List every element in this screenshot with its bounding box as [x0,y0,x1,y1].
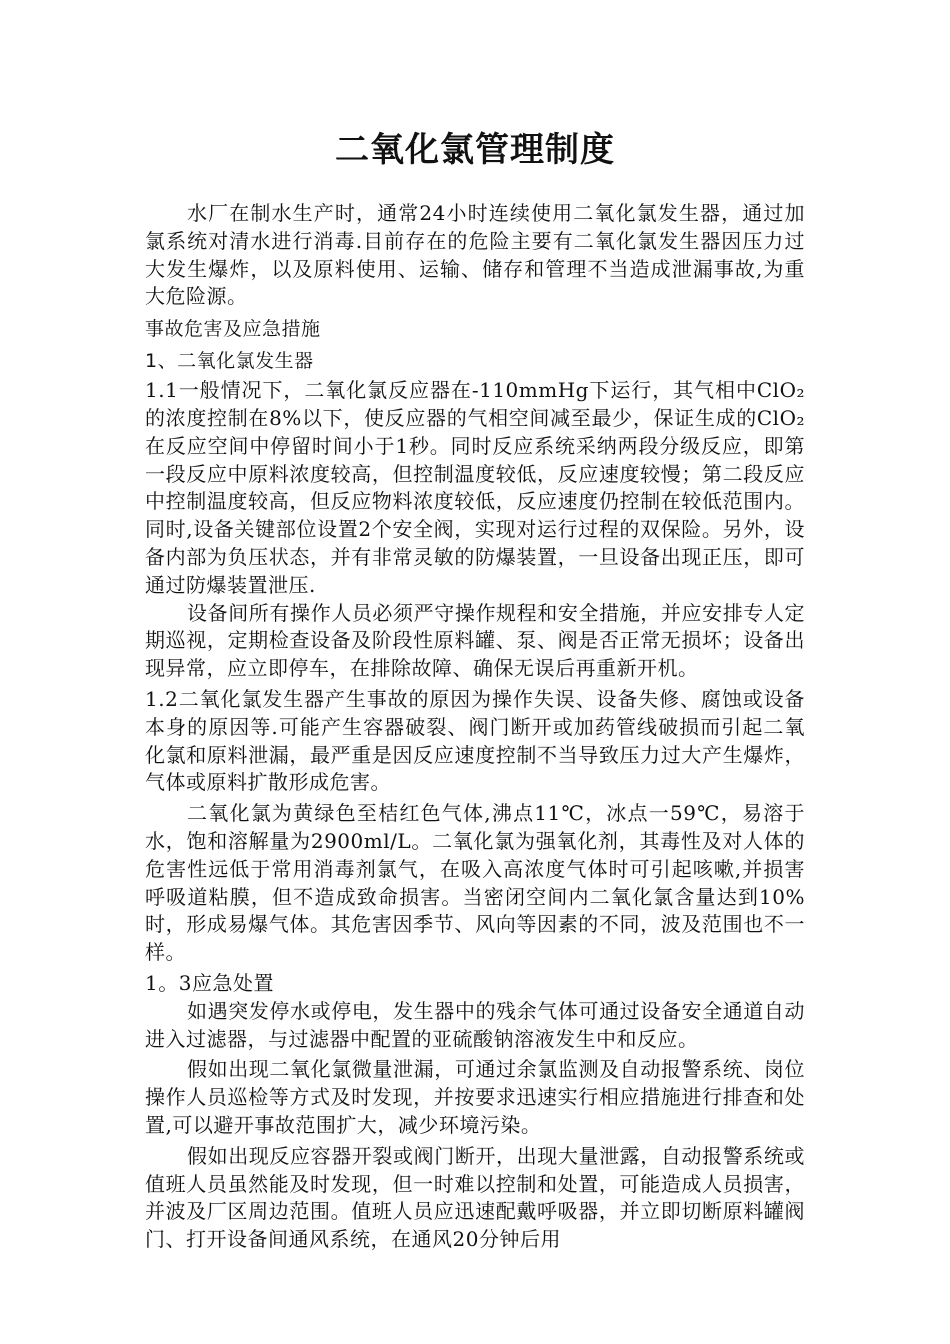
paragraph-major-leak: 假如出现反应容器开裂或阀门断开，出现大量泄露，自动报警系统或值班人员虽然能及时发现，但一时难以控制和处置，可能造成人员损害，并波及厂区周边范围。值班人员应迅速配戴呼吸器，并立即切断原料罐阀门、打开设备间通风系统，在通风20分钟后用 [145,1143,805,1252]
paragraph-1-1: 1.1一般情况下，二氧化氯反应器在-110mmHg下运行，其气相中ClO₂的浓度控制在8%以下，使反应器的气相空间减至最少，保证生成的ClO₂在反应空间中停留时间小于1秒。同时反应系统采纳两段分级反应，即第一段反应中原料浓度较高，但控制温度较低，反应速度较慢；第二段反应中控制温度较高，但反应物料浓度较低，反应速度仍控制在较低范围内。同时,设备关键部位设置2个安全阀，实现对运行过程的双保险。另外，设备内部为负压状态，并有非常灵敏的防爆装置，一旦设备出现正压，即可通过防爆装置泄压. [145,378,805,597]
paragraph-properties: 二氧化氯为黄绿色至桔红色气体,沸点11℃，冰点一59℃，易溶于水，饱和溶解量为2900ml/L。二氧化氯为强氧化剂，其毒性及对人体的危害性远低于常用消毒剂氯气，在吸入高浓度气体时可引起咳嗽,并损害呼吸道粘膜，但不造成致命损害。当密闭空间内二氧化氯含量达到10%时，形成易爆气体。其危害因季节、风向等因素的不同，波及范围也不一样。 [145,801,805,965]
document-title: 二氧化氯管理制度 [335,130,615,170]
paragraph-micro-leak: 假如出现二氧化氯微量泄漏，可通过余氯监测及自动报警系统、岗位操作人员巡检等方式及时发现，并按要求迅速实行相应措施进行排查和处置,可以避开事故范围扩大，减少环境污染。 [145,1057,805,1137]
document-body [145,200,805,1254]
paragraph-operators: 设备间所有操作人员必须严守操作规程和安全措施，并应安排专人定期巡视，定期检查设备及阶段性原料罐、泵、阀是否正常无损坏；设备出现异常，应立即停车，在排除故障、确保无误后再重新开机。 [145,600,805,681]
subsection-heading: 1、二氧化氯发生器 [145,350,314,373]
heading-1-3: 1。3应急处置 [145,970,274,995]
paragraph-1-2: 1.2二氧化氯发生器产生事故的原因为操作失误、设备失修、腐蚀或设备本身的原因等.可能产生容器破裂、阀门断开或加药管线破损而引起二氧化氯和原料泄漏，最严重是因反应速度控制不当导致压力过大产生爆炸，气体或原料扩散形成危害。 [145,686,805,795]
paragraph-outage: 如遇突发停水或停电，发生器中的残余气体可通过设备安全通道自动进入过滤器，与过滤器中配置的亚硫酸钠溶液发生中和反应。 [145,998,805,1051]
section-heading: 事故危害及应急措施 [145,318,321,341]
intro-paragraph: 水厂在制水生产时，通常24小时连续使用二氧化氯发生器，通过加氯系统对清水进行消毒.目前存在的危险主要有二氧化氯发生器因压力过大发生爆炸，以及原料使用、运输、储存和管理不当造成泄漏事故,为重大危险源。 [145,201,805,309]
